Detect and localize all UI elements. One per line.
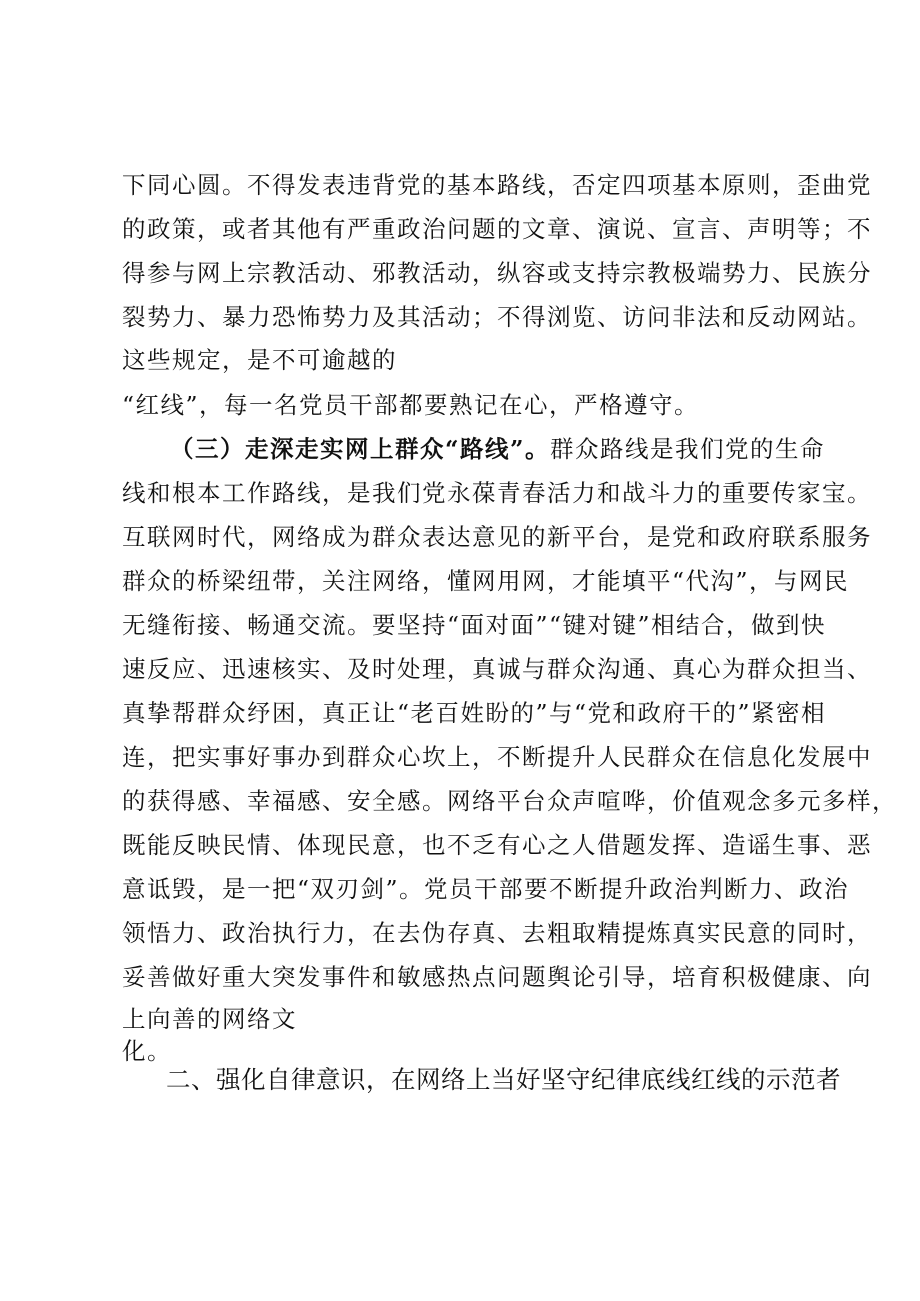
section-heading-2: 二、强化自律意识，在网络上当好坚守纪律底线红线的示范者	[166, 1065, 841, 1094]
body-text-line: 速反应、迅速核实、及时处理，真诚与群众沟通、真心为群众担当、	[122, 655, 872, 683]
body-text-line: 下同心圆。不得发表违背党的基本路线，否定四项基本原则，歪曲党	[122, 171, 872, 199]
body-text-line: 化。	[122, 1037, 172, 1065]
section-3-first-line	[170, 434, 825, 464]
body-text-line: 真挚帮群众纾困，真正让“老百姓盼的”与“党和政府干的”紧密相	[122, 699, 827, 727]
body-text-line: 上向善的网络文	[122, 1005, 297, 1033]
body-text-line: 既能反映民情、体现民意，也不乏有心之人借题发挥、造谣生事、恶	[122, 831, 872, 859]
section-3-title: （三）走深走实网上群众“路线”。	[170, 435, 551, 463]
body-text-line: 群众的桥梁纽带，关注网络，懂网用网，才能填平“代沟”，与网民	[122, 567, 850, 595]
body-text-line: 领悟力、政治执行力，在去伪存真、去粗取精提炼真实民意的同时，	[122, 919, 872, 947]
body-text-line: 妥善做好重大突发事件和敏感热点问题舆论引导，培育积极健康、向	[122, 963, 872, 991]
body-text-line: 的获得感、幸福感、安全感。网络平台众声喧哗，价值观念多元多样，	[122, 787, 897, 815]
body-text-line: 无缝衔接、畅通交流。要坚持“面对面”“键对键”相结合，做到快	[122, 611, 827, 639]
body-text-line: 的政策，或者其他有严重政治问题的文章、演说、宣言、声明等；不	[122, 215, 872, 243]
body-text-line: 连，把实事好事办到群众心坎上，不断提升人民群众在信息化发展中	[122, 743, 872, 771]
body-text-line: 互联网时代，网络成为群众表达意见的新平台，是党和政府联系服务	[122, 523, 872, 551]
body-text-line: 意诋毁，是一把“双刃剑”。党员干部要不断提升政治判断力、政治	[122, 875, 850, 903]
body-text-line: 线和根本工作路线，是我们党永葆青春活力和战斗力的重要传家宝。	[122, 479, 872, 507]
body-text-line: 得参与网上宗教活动、邪教活动，纵容或支持宗教极端势力、民族分	[122, 259, 872, 287]
body-text-line: 裂势力、暴力恐怖势力及其活动；不得浏览、访问非法和反动网站。	[122, 303, 872, 331]
body-text-line: “红线”，每一名党员干部都要熟记在心，严格遵守。	[122, 391, 700, 419]
section-3-first-line-rest: 群众路线是我们党的生命	[550, 435, 826, 463]
body-text-line: 这些规定，是不可逾越的	[122, 346, 397, 374]
